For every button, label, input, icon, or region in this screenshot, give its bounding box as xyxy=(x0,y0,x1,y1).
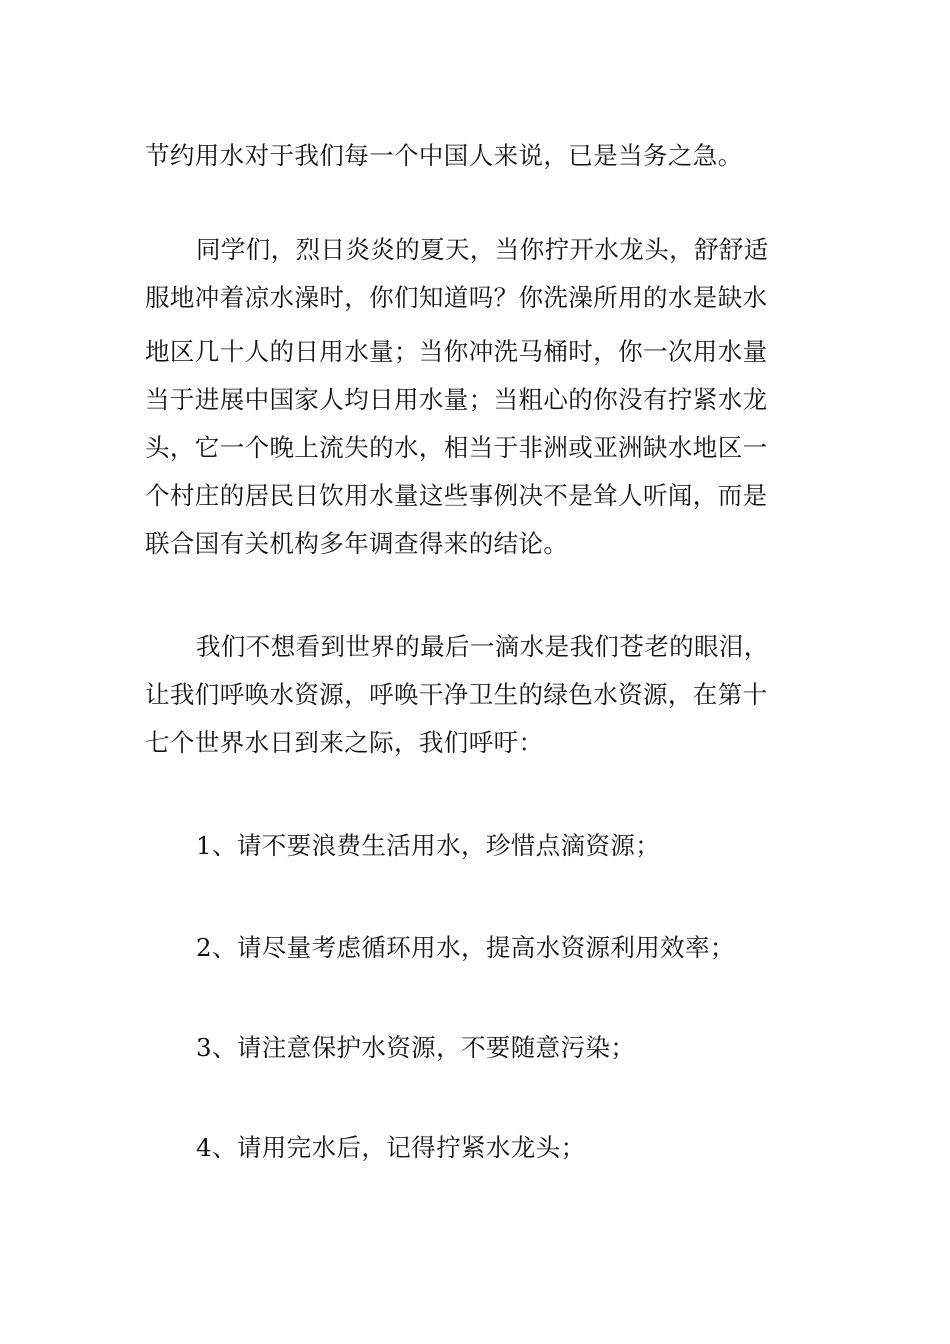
paragraph-2-line-4: 当于进展中国家人均日用水量；当粗心的你没有拧紧水龙 xyxy=(145,385,768,414)
paragraph-2-line-2: 服地冲着凉水澡时，你们知道吗？你洗澡所用的水是缺水 xyxy=(145,283,768,312)
paragraph-3-line-2: 让我们呼唤水资源，呼唤干净卫生的绿色水资源，在第十 xyxy=(145,680,768,709)
paragraph-2-line-6: 个村庄的居民日饮用水量这些事例决不是耸人听闻，而是 xyxy=(145,481,768,510)
paragraph-2-line-5: 头，它一个晚上流失的水，相当于非洲或亚洲缺水地区一 xyxy=(145,433,768,462)
paragraph-3-line-1: 我们不想看到世界的最后一滴水是我们苍老的眼泪， xyxy=(196,632,769,661)
paragraph-3-line-3: 七个世界水日到来之际，我们呼吁： xyxy=(145,728,544,757)
list-item-2: 2、请尽量考虑循环用水，提高水资源利用效率； xyxy=(196,933,735,962)
paragraph-1-line-1: 节约用水对于我们每一个中国人来说，已是当务之急。 xyxy=(145,141,743,170)
paragraph-2-line-7: 联合国有关机构多年调查得来的结论。 xyxy=(145,529,569,558)
list-item-4: 4、请用完水后，记得拧紧水龙头； xyxy=(196,1133,586,1162)
paragraph-2-line-1: 同学们，烈日炎炎的夏天，当你拧开水龙头，舒舒适 xyxy=(196,235,769,264)
paragraph-2-line-3: 地区几十人的日用水量；当你冲洗马桶时，你一次用水量 xyxy=(145,337,768,366)
list-item-3: 3、请注意保护水资源，不要随意污染； xyxy=(196,1033,636,1062)
list-item-1: 1、请不要浪费生活用水，珍惜点滴资源； xyxy=(196,831,661,860)
